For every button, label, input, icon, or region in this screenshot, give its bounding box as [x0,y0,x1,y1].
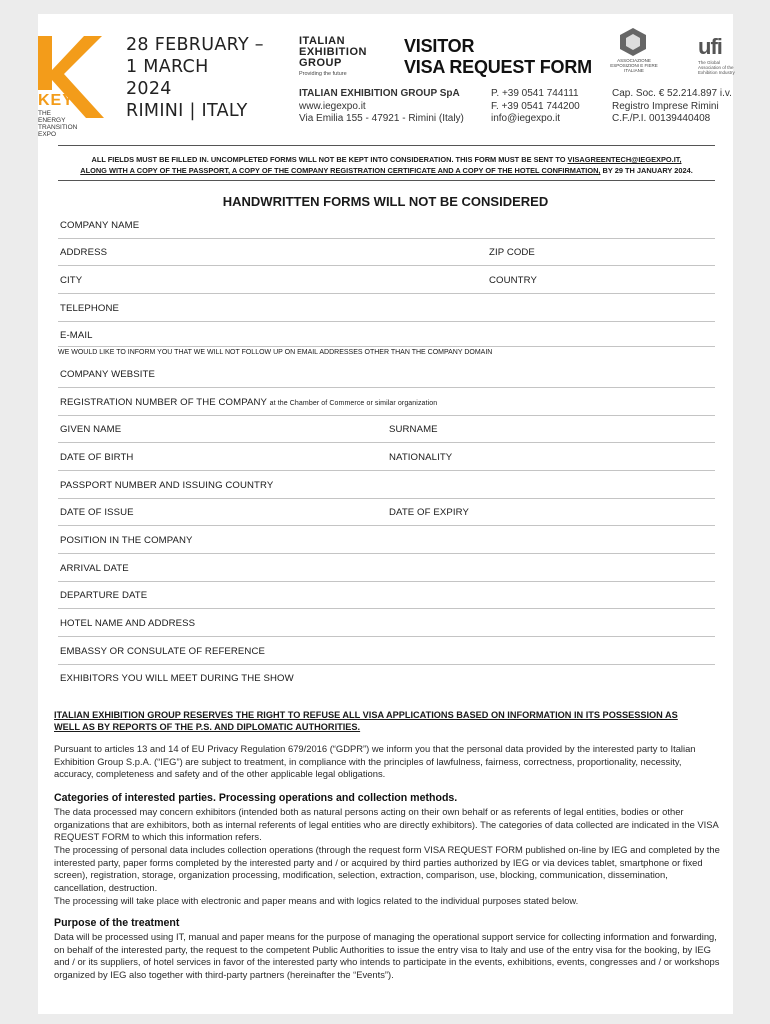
gdpr-paragraph: Pursuant to articles 13 and 14 of EU Privacy Regulation 679/2016 (“GDPR”) we inform you that the personal data provided by the interested party to Italian Exhibition Group S.p.A. (“IEG”) are subject to treatment, in compliance with the principles of lawfulness, fairness, correctness, proportionality, necessity, accuracy, completeness and safety and of the other applicable legal obligations. [54,743,696,779]
given-name-input[interactable] [138,422,382,441]
divider [58,180,715,181]
telephone-label: TELEPHONE [60,303,120,314]
registration-row [58,393,715,416]
position-label: POSITION IN THE COMPANY [60,535,193,546]
purpose-paragraph: Data will be processed using IT, manual and paper means for the purpose of managing the operational support service for collecting information and forwarding, on behalf of the interested party, the request to the competent Public Authorities to issue the entry visa to Italy and use of the entry visa for the booking, by IEG and / or its suppliers, of hotel services in favor of the interested party who intends to participate in the events, exhibitions, events, congresses and / or workshops organized by IEG also together with third-party partners (hereinafter the “Events”). [54,931,720,980]
ufi-logo: ufi [698,34,722,59]
event-line: 28 FEBRUARY – [126,35,264,55]
birth-row [58,448,715,471]
form-title-line: VISITOR [404,36,475,56]
ieg-logo [299,36,379,77]
notice-line [58,165,715,176]
date-of-expiry-label: DATE OF EXPIRY [389,507,469,518]
form-title [404,36,592,78]
ieg-logo-line: ITALIAN [299,35,346,47]
company-website-row [58,365,715,388]
purpose-heading: Purpose of the treatment [54,917,180,929]
contact-line: ITALIAN EXHIBITION GROUP SpA [299,88,460,99]
contact-line: Via Emilia 155 - 47921 - Rimini (Italy) [299,113,464,124]
passport-input[interactable] [298,478,712,497]
passport-label: PASSPORT NUMBER AND ISSUING COUNTRY [60,480,274,491]
legal-contact [612,88,732,126]
exhibitors-input[interactable] [318,671,712,690]
notice-text: ALONG WITH A COPY OF THE PASSPORT, A COPY OF THE COMPANY REGISTRATION CERTIFICATE AND A COPY OF THE HOTEL CONFIRMATION, [80,166,601,175]
country-input[interactable] [548,273,712,292]
nationality-label: NATIONALITY [389,452,453,463]
contact-line: F. +39 0541 744200 [491,100,580,112]
processing-paragraph: The processing of personal data includes collection operations (through the request form VISA REQUEST FORM published on-line by IEG and completed by the interested party, paper forms completed by the interested party and / or acquired by third parties authorized by IEG or via devices tablet, smartphone or fixed screen), registration, storage, organization processing, modification, selection, extraction, comparison, use, blocking, communication, dissemination, cancellation, destruction. [54,844,720,893]
arrival-date-input[interactable] [148,561,712,580]
notice-email-link[interactable]: VISAGREENTECH@IEGEXPO.IT, [567,155,682,164]
company-website-label: COMPANY WEBSITE [60,369,155,380]
form-sheet [38,14,733,1014]
registration-label [60,397,437,408]
departure-row [58,586,715,609]
ieg-tagline: Providing the future [299,71,347,77]
position-input[interactable] [208,533,712,552]
city-label: CITY [60,275,83,286]
embassy-input[interactable] [288,644,712,663]
telephone-input[interactable] [138,301,712,320]
event-line: 1 MARCH [126,57,209,77]
arrival-date-label: ARRIVAL DATE [60,563,129,574]
country-label: COUNTRY [489,275,537,286]
notice-deadline: BY 29 TH JANUARY 2024. [600,166,693,175]
company-website-input[interactable] [168,367,712,386]
contact-line: Cap. Soc. € 52.214.897 i.v. [612,88,732,99]
email-input[interactable] [118,328,712,347]
registration-input[interactable] [468,395,712,414]
email-row [58,326,715,347]
departure-date-input[interactable] [158,588,712,607]
name-row [58,420,715,443]
submission-notice [58,154,715,176]
date-of-birth-label: DATE OF BIRTH [60,452,134,463]
exhibitors-label: EXHIBITORS YOU WILL MEET DURING THE SHOW [60,673,294,684]
surname-input[interactable] [448,422,712,441]
event-line: RIMINI | ITALY [126,101,248,121]
contact-line: www.iegexpo.it [299,100,366,112]
hotel-label: HOTEL NAME AND ADDRESS [60,618,196,629]
telephone-row [58,299,715,322]
categories-paragraph: The data processed may concern exhibitors (intended both as natural persons acting on their own behalf or as referents of legal entities, bodies or other organizations that are exhibitors, both as internal referents of legal entities who are directly exhibitors). The categories of data collected are indicated in the VISA REQUEST FORM to which this information refers. [54,806,719,842]
key-logo-word: KEY [38,92,74,109]
key-logo-subtitle: THE ENERGY TRANSITION EXPO [38,110,78,138]
address-label: ADDRESS [60,247,108,258]
contact-line: info@iegexpo.it [491,113,561,124]
passport-row [58,476,715,499]
hotel-input[interactable] [218,616,712,635]
embassy-row [58,642,715,665]
registration-label-text: REGISTRATION NUMBER OF THE COMPANY [60,397,267,408]
arrival-row [58,559,715,582]
contact-line: C.F./P.I. 00139440408 [612,113,711,124]
zip-code-input[interactable] [548,245,712,264]
address-row [58,243,715,266]
means-paragraph: The processing will take place with electronic and paper means and with logics related to the individual purposes stated below. [54,895,579,906]
categories-heading: Categories of interested parties. Processing operations and collection methods. [54,792,458,804]
nationality-input[interactable] [468,450,712,469]
form-title-line: VISA REQUEST FORM [404,57,592,77]
company-contact [299,88,464,126]
aefi-logo-icon [620,28,646,56]
event-line: 2024 [126,79,172,99]
hotel-row [58,614,715,637]
city-row [58,271,715,294]
registration-note: at the Chamber of Commerce or similar organization [269,400,438,407]
embassy-label: EMBASSY OR CONSULATE OF REFERENCE [60,646,265,657]
email-domain-note: WE WOULD LIKE TO INFORM YOU THAT WE WILL NOT FOLLOW UP ON EMAIL ADDRESSES OTHER THAN THE COMPANY DOMAIN [58,349,493,356]
exhibitors-row [58,669,715,691]
notice-line [58,154,715,165]
ieg-logo-line: EXHIBITION [299,46,367,58]
aefi-logo-text: ASSOCIAZIONE ESPOSIZIONI E FIERE ITALIANE [610,58,658,73]
date-of-issue-label: DATE OF ISSUE [60,507,134,518]
email-label: E-MAIL [60,330,93,341]
position-row [58,531,715,554]
divider [58,145,715,146]
departure-date-label: DEPARTURE DATE [60,590,148,601]
address-input[interactable] [118,245,482,264]
date-of-issue-input[interactable] [148,505,382,524]
surname-label: SURNAME [389,424,438,435]
event-dates [126,34,264,122]
notice-text: ALL FIELDS MUST BE FILLED IN. UNCOMPLETED FORMS WILL NOT BE KEPT INTO CONSIDERATION. THIS FORM MUST BE SENT TO [91,155,568,164]
company-name-label: COMPANY NAME [60,220,140,231]
issue-row [58,503,715,526]
handwritten-warning: HANDWRITTEN FORMS WILL NOT BE CONSIDERED [222,194,549,209]
refusal-statement: ITALIAN EXHIBITION GROUP RESERVES THE RIGHT TO REFUSE ALL VISA APPLICATIONS BASED ON INFORMATION IN ITS POSSESSION AS WELL AS BY REPORTS OF THE P.S. AND DIPLOMATIC AUTHORITIES. [54,710,678,732]
ufi-subtitle: The Global Association of the Exhibition Industry [698,60,735,75]
date-of-expiry-input[interactable] [478,505,712,524]
contact-line: P. +39 0541 744111 [491,88,579,99]
contact-line: Registro Imprese Rimini [612,100,719,112]
given-name-label: GIVEN NAME [60,424,122,435]
date-of-birth-input[interactable] [148,450,382,469]
company-name-input[interactable] [158,218,712,237]
zip-code-label: ZIP CODE [489,247,535,258]
company-name-row [58,216,715,239]
city-input[interactable] [98,273,482,292]
phone-contact [491,88,580,126]
ieg-logo-line: GROUP [299,57,342,69]
